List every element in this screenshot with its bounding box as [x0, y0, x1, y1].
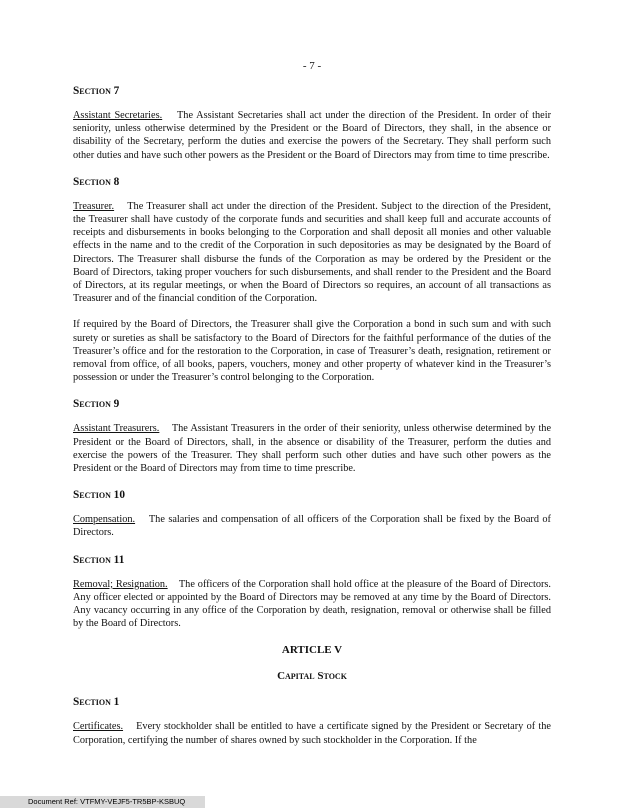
- section-10-title: Compensation.: [73, 514, 136, 526]
- article-section-1-body: Every stockholder shall be entitled to have a certificate signed by the President or Secretary of the Corporation, certifying the number of shares owned by such stockholder in the Corporation. If the: [73, 721, 551, 746]
- section-11-body: The officers of the Corporation shall hold office at the pleasure of the Board of Directors. Any officer elected or appointed by the Board of Directors may be removed at any time by the Board of Directors. Any vacancy occurring in any office of the Corporation by death, resignation, removal or otherwise shall be filled by the Board of Directors.: [73, 578, 551, 630]
- document-body: [73, 84, 551, 760]
- section-8-paragraph-2: [73, 318, 551, 384]
- section-11-paragraph: [73, 578, 551, 631]
- section-10-body: The salaries and compensation of all officers of the Corporation shall be fixed by the Board of Directors.: [73, 514, 551, 539]
- article-section-1-title: Certificates.: [73, 721, 124, 733]
- section-8-body-1: The Treasurer shall act under the direction of the President. Subject to the direction of the President, the Treasurer shall have custody of the corporate funds and securities and shall keep full and accurate accounts of receipts and disbursements in books belonging to the Corporation and shall deposit all monies and other valuable effects in the name and to the credit of the Corporation in such depositories as may be designated by the Board of Directors. The Treasurer shall disburse the funds of the Corporation as may be ordered by the President or the Board of Directors, taking proper vouchers for such disbursements, and shall render to the President and the Board of Directors, at its regular meetings, or when the Board of Directors so requires, an account of all transactions as Treasurer and of the financial condition of the Corporation.: [73, 200, 552, 305]
- section-7-body: The Assistant Secretaries shall act under the direction of the President. In order of their seniority, unless otherwise determined by the President or the Board of Directors, they shall, in the absence or disability of the Secretary, perform the duties and exercise the powers of the Secretary. They shall perform such other duties and have such other powers as the President or the Board of Directors may from time to time prescribe.: [73, 110, 552, 161]
- section-8-title: Treasurer.: [73, 200, 115, 212]
- article-section-1-heading: Section 1: [73, 696, 120, 709]
- article-subheading: Capital Stock: [277, 670, 347, 683]
- section-9-paragraph: [73, 422, 551, 475]
- section-11-heading: Section 11: [73, 553, 125, 566]
- page-number: - 7 -: [302, 60, 322, 72]
- section-9-body: The Assistant Treasurers in the order of their seniority, unless otherwise determined by the President or the Board of Directors, shall, in the absence or disability of the Treasurer, perform the duties and exercise the powers of the Treasurer. They shall perform such other duties and have such other powers as the President or the Board of Directors may from time to time prescribe.: [73, 423, 552, 475]
- article-heading: ARTICLE V: [281, 644, 343, 657]
- section-8-paragraph-1: [73, 200, 551, 306]
- section-7-heading: Section 7: [73, 85, 120, 97]
- section-9-title: Assistant Treasurers.: [73, 423, 160, 435]
- section-11-title: Removal; Resignation.: [73, 578, 168, 590]
- article-section-1-paragraph: [73, 720, 551, 746]
- section-7-paragraph: [73, 109, 551, 162]
- section-8-heading: Section 8: [73, 175, 120, 188]
- section-10-heading: Section 10: [73, 489, 125, 502]
- section-8-body-2: If required by the Board of Directors, the Treasurer shall give the Corporation a bond in such sum and with such surety or sureties as shall be satisfactory to the Board of Directors for the faithful performance of the duties of the Treasurer’s office and for the restoration to the Corporation, in case of Treasurer’s death, resignation, retirement or removal from office, of all books, papers, vouchers, money and other property of whatever kind in the Treasurer’s possession or under the Treasurer’s control belonging to the Corporation.: [73, 319, 551, 384]
- section-7-title: Assistant Secretaries.: [73, 110, 163, 121]
- section-9-heading: Section 9: [73, 398, 120, 411]
- document-reference-footer: Document Ref: VTFMY-VEJF5-TR5BP-KSBUQ: [0, 796, 205, 808]
- section-10-paragraph: [73, 513, 551, 539]
